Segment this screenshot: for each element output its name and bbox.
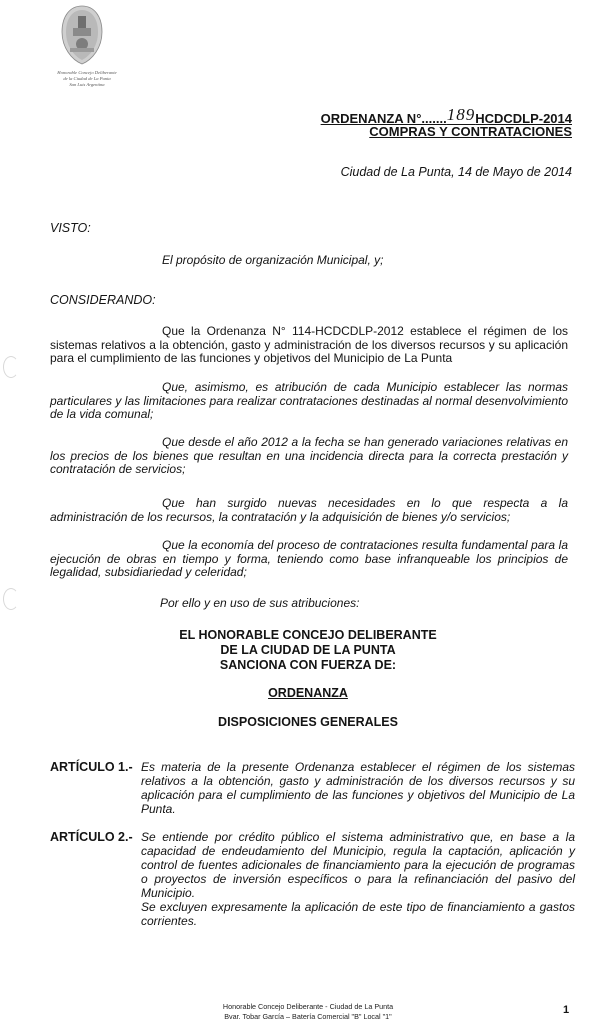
ordinance-suffix: HCDCDLP-2014 [475,111,572,126]
footer-line: Bvar. Tobar García – Batería Comercial "B" Local "1" [224,1011,392,1021]
article-label: ARTÍCULO 2.- [50,830,133,844]
council-seal-logo [58,4,106,66]
considerando-paragraph: Que desde el año 2012 a la fecha se han generado variaciones relativas en los precios de los bienes que resultan en una incidencia directa para la correcta prestación y contratación de servicios; [50,435,568,476]
sanciona-line: EL HONORABLE CONCEJO DELIBERANTE [179,628,437,642]
article-paragraph: Es materia de la presente Ordenanza establecer el régimen de los sistemas relativos a la obtención, gasto y administración de los diversos recursos y su aplicación para el cumplimiento de las funciones y objetivos del Municipio de La Punta. [141,760,575,816]
punch-hole-mark [3,588,19,610]
considerando-paragraph: Que, asimismo, es atribución de cada Municipio establecer las normas particulares y las limitaciones para realizar contrataciones destinadas al normal desenvolvimiento de la vida comunal; [50,380,568,421]
visto-label: VISTO: [50,221,91,235]
considerando-paragraph: Que la economía del proceso de contrataciones resulta fundamental para la ejecución de obras en tiempo y forma, teniendo como base infranqueable los principios de legalidad, subsidiariedad y celeridad; [50,538,568,579]
article-label: ARTÍCULO 1.- [50,760,133,774]
handwritten-number: 189 [446,105,476,124]
considerando-closing: Por ello y en uso de sus atribuciones: [160,596,360,610]
sanciona-line: SANCIONA CON FUERZA DE: [219,658,397,672]
place-date: Ciudad de La Punta, 14 de Mayo de 2014 [340,165,572,179]
article-paragraph: Se excluyen expresamente la aplicación de este tipo de financiamiento a gastos corrientes. [141,900,575,928]
ordenanza-heading: ORDENANZA [268,686,348,700]
punch-hole-mark [3,356,19,378]
page-footer [0,1002,616,1021]
seal-caption-line: Honorable Concejo Deliberante [57,70,117,75]
seal-caption-line: San Luis Argentina [69,82,105,87]
seal-caption-line: de la Ciudad de La Punta [63,76,111,81]
article-paragraph: Se entiende por crédito público el sistema administrativo que, en base a la capacidad de endeudamiento del Municipio, regula la captación, aplicación y control de fuentes adicionales de financiamiento para la ejecución de programas o proyectos de inversión específicos o para la refinanciación del pasivo del Municipio. [141,830,575,900]
page-number: 1 [563,1004,570,1016]
sanciona-line: DE LA CIUDAD DE LA PUNTA [220,643,396,657]
visto-text: El propósito de organización Municipal, y; [162,253,384,267]
considerando-paragraph: Que la Ordenanza N° 114-HCDCDLP-2012 establece el régimen de los sistemas relativos a la obtención, gasto y administración de los diversos recursos y su aplicación para el cumplimiento de las funciones y objetivos del Municipio de La Punta [50,324,568,365]
footer-line: Honorable Concejo Deliberante - Ciudad de La Punta [222,1002,394,1011]
sanciona-block [0,628,616,673]
considerando-label: CONSIDERANDO: [50,293,156,307]
ordinance-prefix: ORDENANZA N°....... [320,111,447,126]
article-text [141,760,575,816]
article-text [141,830,575,928]
seal-caption [52,70,122,88]
considerando-paragraph: Que han surgido nuevas necesidades en lo que respecta a la administración de los recursos, la contratación y la adquisición de bienes y/o servicios; [50,496,568,524]
ordinance-subtitle: COMPRAS Y CONTRATACIONES [369,124,572,139]
section-heading: DISPOSICIONES GENERALES [218,715,398,729]
